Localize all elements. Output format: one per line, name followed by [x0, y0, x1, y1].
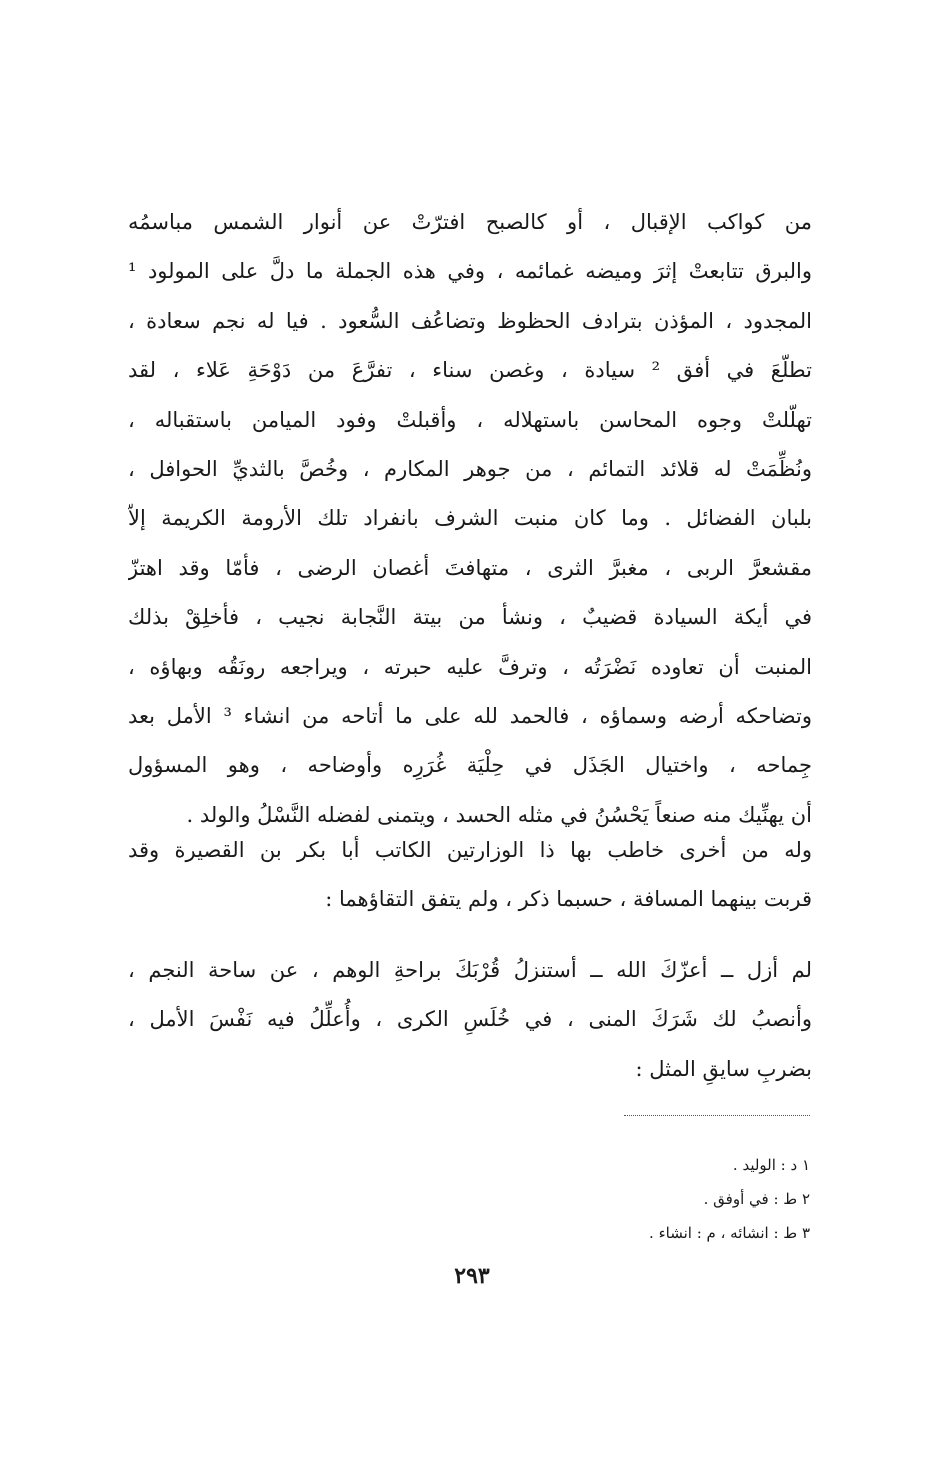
- text-line: بضربِ سايقِ المثل :: [635, 1056, 812, 1081]
- page-number: ٢٩٣: [454, 1263, 490, 1289]
- text-line: والبرق تتابعتْ إثرَ وميضه غمائمه ، وفي هذه الجملة ما دلَّ على المولود ¹: [128, 259, 812, 284]
- text-line: وله من أخرى خاطب بها ذا الوزارتين الكاتب أبا بكر بن القصيرة وقد: [128, 838, 812, 862]
- text-line: جِماحه ، واختيال الجَذَل في حِلْيَة غُرَرِه وأوضاحه ، وهو المسؤول: [128, 753, 812, 778]
- text-line: ونُظِّمَتْ له قلائد التمائم ، من جوهر المكارم ، وخُصَّ بالثديِّ الحوافل ،: [128, 456, 812, 481]
- paragraph-2: [128, 826, 812, 925]
- text-line: تهلّلتْ وجوه المحاسن باستهلاله ، وأقبلتْ وفود الميامن باستقباله ،: [128, 407, 812, 432]
- text-line: قربت بينهما المسافة ، حسبما ذكر ، ولم يتفق التقاؤهما :: [325, 887, 812, 912]
- footnote: ٢ ط : في أوفق .: [703, 1190, 810, 1208]
- text-line: المجدود ، المؤذن بترادف الحظوظ وتضاعُف السُّعود . فيا له نجم سعادة ،: [128, 308, 812, 333]
- paragraph-3: [128, 946, 812, 1094]
- text-line: بلبان الفضائل . وما كان منبت الشرف بانفراد تلك الأرومة الكريمة إلاّ: [128, 506, 812, 531]
- text-line: وتضاحكه أرضه وسماؤه ، فالحمد لله على ما أتاحه من انشاء ³ الأمل بعد: [128, 703, 812, 728]
- footnote-separator: [624, 1115, 810, 1116]
- paragraph-1: [128, 198, 812, 840]
- footnotes: [500, 1148, 810, 1250]
- footnote: ١ د : الوليد .: [732, 1156, 810, 1174]
- text-line: لم أزل ــ أعزّكَ الله ــ أستنزلُ قُرْبَكَ براحةِ الوهم ، عن ساحة النجم ،: [128, 958, 812, 982]
- text-line: المنبت أن تعاوده نَضْرَتُه ، وترفَّ عليه حبرته ، ويراجعه رونَقُه وبهاؤه ،: [128, 654, 812, 679]
- text-line: تطلّعَ في أفق ² سيادة ، وغصن سناء ، تفرَّعَ من دَوْحَةِ عَلاء ، لقد: [128, 358, 812, 383]
- text-line: أن يهنِّيك منه صنعاً يَحْسُنُ في مثله الحسد ، ويتمنى لفضله النَّسْلُ والولد .: [186, 802, 812, 827]
- footnote: ٣ ط : انشائه ، م : انشاء .: [649, 1224, 810, 1242]
- text-line: وأنصبُ لك شَرَكَ المنى ، في خُلَسِ الكرى ، وأُعلِّلُ فيه نَفْسَ الأمل ،: [128, 1007, 812, 1032]
- text-line: مقشعرَّ الربى ، مغبرَّ الثرى ، متهافتَ أغصان الرضى ، فأمّا وقد اهتزّ: [128, 555, 812, 580]
- text-line: من كواكب الإقبال ، أو كالصبح افترّتْ عن أنوار الشمس مباسمُه: [128, 210, 812, 234]
- text-line: في أيكة السيادة قضيبٌ ، ونشأ من بيتة النَّجابة نجيب ، فأخلِقْ بذلك: [128, 605, 812, 630]
